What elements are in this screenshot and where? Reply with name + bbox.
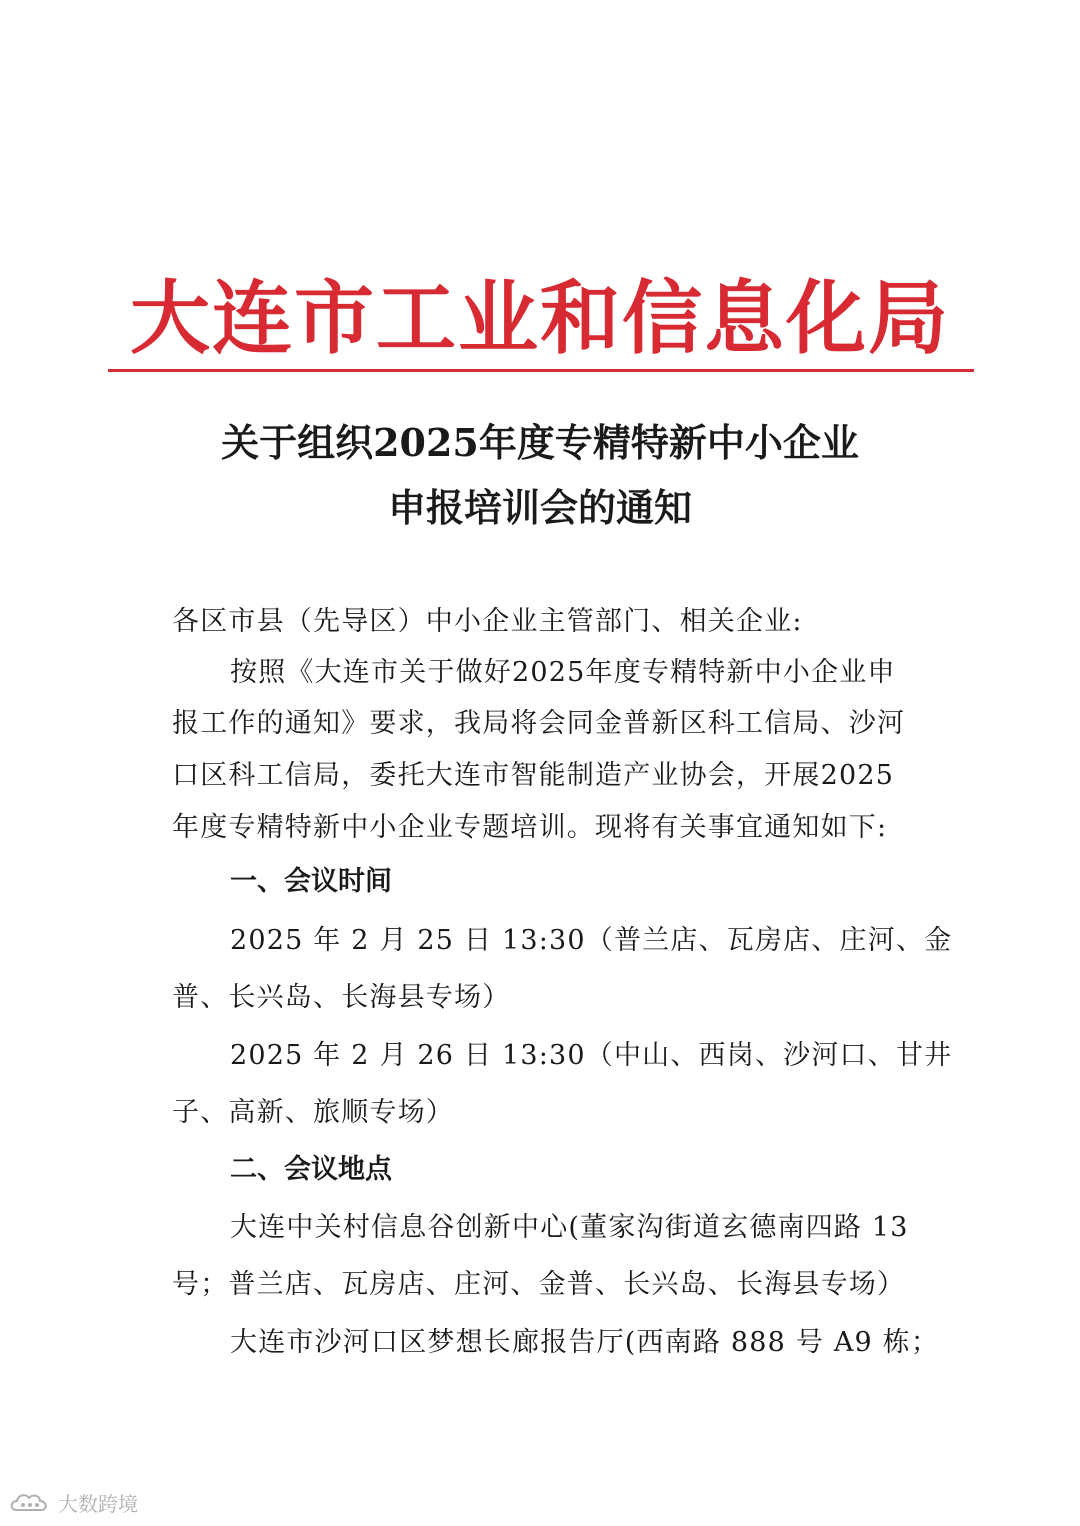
intro-line-2: 报工作的通知》要求，我局将会同金普新区科工信局、沙河 <box>172 708 906 739</box>
intro-line-3: 口区科工信局，委托大连市智能制造产业协会，开展2025 <box>172 760 895 791</box>
issuing-organization: 大连市工业和信息化局 <box>130 271 950 365</box>
meeting-location-line-2: 号；普兰店、瓦房店、庄河、金普、长兴岛、长海县专场） <box>172 1269 906 1300</box>
section-heading-meeting-time: 一、会议时间 <box>230 866 392 897</box>
meeting-location-line-1: 大连中关村信息谷创新中心(董家沟街道玄德南四路 13 <box>230 1212 909 1243</box>
intro-line-4: 年度专精特新中小企业专题培训。现将有关事宜通知如下: <box>172 812 888 843</box>
meeting-location-line-3: 大连市沙河口区梦想长廊报告厅(西南路 888 号 A9 栋； <box>230 1327 940 1358</box>
meeting-time-line-4: 子、高新、旅顺专场） <box>172 1097 454 1128</box>
intro-line-1: 按照《大连市关于做好2025年度专精特新中小企业申 <box>230 657 896 688</box>
watermark-text: 大数跨境 <box>58 1492 138 1516</box>
cloud-logo-icon <box>8 1490 52 1516</box>
document-title-line-2: 申报培训会的通知 <box>387 485 692 530</box>
section-heading-meeting-location: 二、会议地点 <box>230 1154 392 1185</box>
document-title-line-1: 关于组织2025年度专精特新中小企业 <box>221 420 859 465</box>
watermark <box>8 1488 138 1517</box>
red-divider-rule <box>108 369 974 372</box>
meeting-time-line-3: 2025 年 2 月 26 日 13:30（中山、西岗、沙河口、甘井 <box>230 1040 953 1071</box>
meeting-time-line-2: 普、长兴岛、长海县专场） <box>172 982 511 1013</box>
salutation: 各区市县（先导区）中小企业主管部门、相关企业: <box>172 606 803 637</box>
meeting-time-line-1: 2025 年 2 月 25 日 13:30（普兰店、瓦房店、庄河、金 <box>230 925 953 956</box>
